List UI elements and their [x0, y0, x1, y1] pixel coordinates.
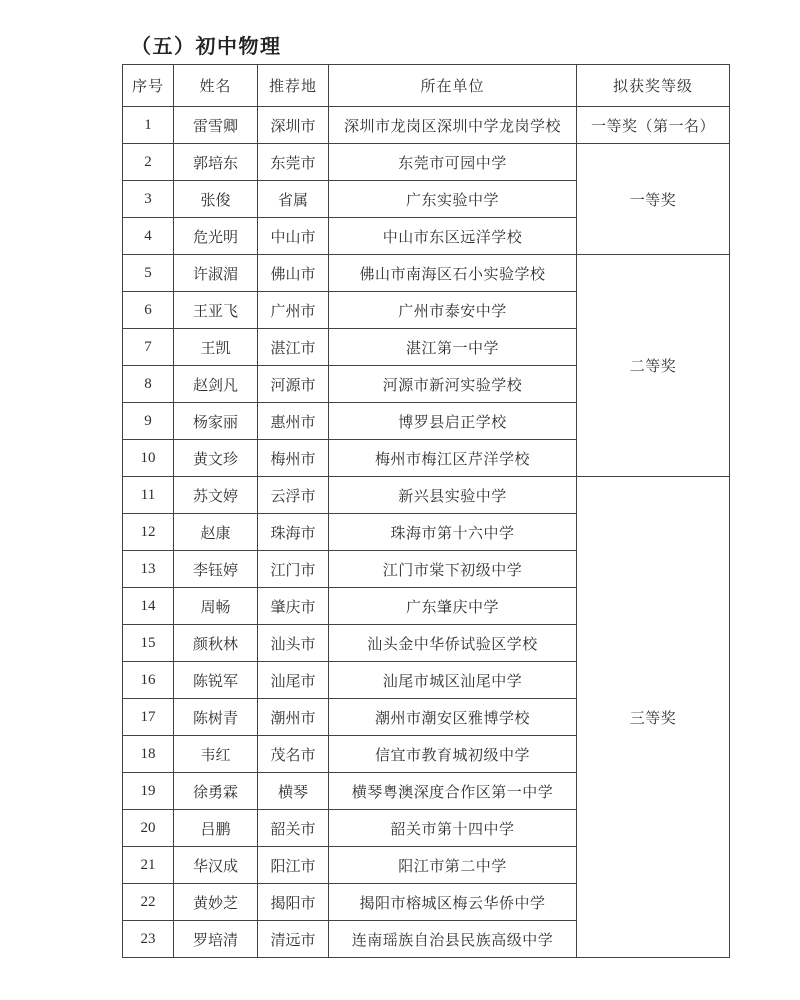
header-serial-number: 序号 — [123, 65, 174, 107]
row-serial-number: 17 — [123, 699, 174, 736]
recommending-region: 云浮市 — [258, 477, 329, 514]
school-name: 深圳市龙岗区深圳中学龙岗学校 — [329, 107, 577, 144]
student-name: 李钰婷 — [174, 551, 258, 588]
student-name: 黄妙芝 — [174, 884, 258, 921]
row-serial-number: 1 — [123, 107, 174, 144]
row-serial-number: 20 — [123, 810, 174, 847]
recommending-region: 茂名市 — [258, 736, 329, 773]
row-serial-number: 7 — [123, 329, 174, 366]
student-name: 韦红 — [174, 736, 258, 773]
school-name: 汕尾市城区汕尾中学 — [329, 662, 577, 699]
student-name: 雷雪卿 — [174, 107, 258, 144]
school-name: 江门市棠下初级中学 — [329, 551, 577, 588]
student-name: 徐勇霖 — [174, 773, 258, 810]
recommending-region: 珠海市 — [258, 514, 329, 551]
row-serial-number: 18 — [123, 736, 174, 773]
student-name: 陈树青 — [174, 699, 258, 736]
recommending-region: 佛山市 — [258, 255, 329, 292]
school-name: 信宜市教育城初级中学 — [329, 736, 577, 773]
student-name: 郭培东 — [174, 144, 258, 181]
row-serial-number: 22 — [123, 884, 174, 921]
row-serial-number: 16 — [123, 662, 174, 699]
student-name: 罗培清 — [174, 921, 258, 958]
recommending-region: 清远市 — [258, 921, 329, 958]
student-name: 杨家丽 — [174, 403, 258, 440]
student-name: 张俊 — [174, 181, 258, 218]
recommending-region: 广州市 — [258, 292, 329, 329]
school-name: 潮州市潮安区雅博学校 — [329, 699, 577, 736]
row-serial-number: 5 — [123, 255, 174, 292]
award-table — [122, 64, 730, 958]
recommending-region: 梅州市 — [258, 440, 329, 477]
recommending-region: 横琴 — [258, 773, 329, 810]
school-name: 中山市东区远洋学校 — [329, 218, 577, 255]
student-name: 周畅 — [174, 588, 258, 625]
row-serial-number: 8 — [123, 366, 174, 403]
recommending-region: 深圳市 — [258, 107, 329, 144]
student-name: 赵剑凡 — [174, 366, 258, 403]
student-name: 吕鹏 — [174, 810, 258, 847]
school-name: 阳江市第二中学 — [329, 847, 577, 884]
student-name: 赵康 — [174, 514, 258, 551]
school-name: 梅州市梅江区芹洋学校 — [329, 440, 577, 477]
row-serial-number: 19 — [123, 773, 174, 810]
school-name: 广东肇庆中学 — [329, 588, 577, 625]
student-name: 许淑湄 — [174, 255, 258, 292]
recommending-region: 湛江市 — [258, 329, 329, 366]
row-serial-number: 4 — [123, 218, 174, 255]
student-name: 颜秋林 — [174, 625, 258, 662]
student-name: 王凯 — [174, 329, 258, 366]
header-recommending-region: 推荐地 — [258, 65, 329, 107]
recommending-region: 肇庆市 — [258, 588, 329, 625]
recommending-region: 江门市 — [258, 551, 329, 588]
recommending-region: 汕尾市 — [258, 662, 329, 699]
recommending-region: 潮州市 — [258, 699, 329, 736]
school-name: 东莞市可园中学 — [329, 144, 577, 181]
student-name: 黄文珍 — [174, 440, 258, 477]
recommending-region: 中山市 — [258, 218, 329, 255]
student-name: 王亚飞 — [174, 292, 258, 329]
row-serial-number: 12 — [123, 514, 174, 551]
award-level: 一等奖 — [577, 144, 730, 255]
table-body — [123, 107, 730, 958]
school-name: 佛山市南海区石小实验学校 — [329, 255, 577, 292]
school-name: 韶关市第十四中学 — [329, 810, 577, 847]
row-serial-number: 14 — [123, 588, 174, 625]
row-serial-number: 9 — [123, 403, 174, 440]
school-name: 广东实验中学 — [329, 181, 577, 218]
table-header-row — [123, 65, 730, 107]
award-level: 一等奖（第一名） — [577, 107, 730, 144]
row-serial-number: 21 — [123, 847, 174, 884]
header-school-name: 所在单位 — [329, 65, 577, 107]
row-serial-number: 10 — [123, 440, 174, 477]
student-name: 陈锐军 — [174, 662, 258, 699]
table-row — [123, 107, 730, 144]
school-name: 博罗县启正学校 — [329, 403, 577, 440]
school-name: 河源市新河实验学校 — [329, 366, 577, 403]
row-serial-number: 3 — [123, 181, 174, 218]
school-name: 湛江第一中学 — [329, 329, 577, 366]
table-row — [123, 144, 730, 181]
row-serial-number: 11 — [123, 477, 174, 514]
recommending-region: 韶关市 — [258, 810, 329, 847]
row-serial-number: 2 — [123, 144, 174, 181]
row-serial-number: 15 — [123, 625, 174, 662]
recommending-region: 河源市 — [258, 366, 329, 403]
school-name: 汕头金中华侨试验区学校 — [329, 625, 577, 662]
table-row — [123, 255, 730, 292]
section-title: （五）初中物理 — [131, 36, 282, 58]
school-name: 连南瑶族自治县民族高级中学 — [329, 921, 577, 958]
row-serial-number: 13 — [123, 551, 174, 588]
row-serial-number: 6 — [123, 292, 174, 329]
row-serial-number: 23 — [123, 921, 174, 958]
recommending-region: 省属 — [258, 181, 329, 218]
table-row — [123, 477, 730, 514]
header-award-level: 拟获奖等级 — [577, 65, 730, 107]
recommending-region: 汕头市 — [258, 625, 329, 662]
student-name: 苏文婷 — [174, 477, 258, 514]
school-name: 新兴县实验中学 — [329, 477, 577, 514]
header-student-name: 姓名 — [174, 65, 258, 107]
school-name: 横琴粤澳深度合作区第一中学 — [329, 773, 577, 810]
student-name: 危光明 — [174, 218, 258, 255]
student-name: 华汉成 — [174, 847, 258, 884]
school-name: 揭阳市榕城区梅云华侨中学 — [329, 884, 577, 921]
recommending-region: 揭阳市 — [258, 884, 329, 921]
recommending-region: 阳江市 — [258, 847, 329, 884]
award-level: 二等奖 — [577, 255, 730, 477]
award-level: 三等奖 — [577, 477, 730, 958]
school-name: 广州市泰安中学 — [329, 292, 577, 329]
recommending-region: 东莞市 — [258, 144, 329, 181]
school-name: 珠海市第十六中学 — [329, 514, 577, 551]
recommending-region: 惠州市 — [258, 403, 329, 440]
